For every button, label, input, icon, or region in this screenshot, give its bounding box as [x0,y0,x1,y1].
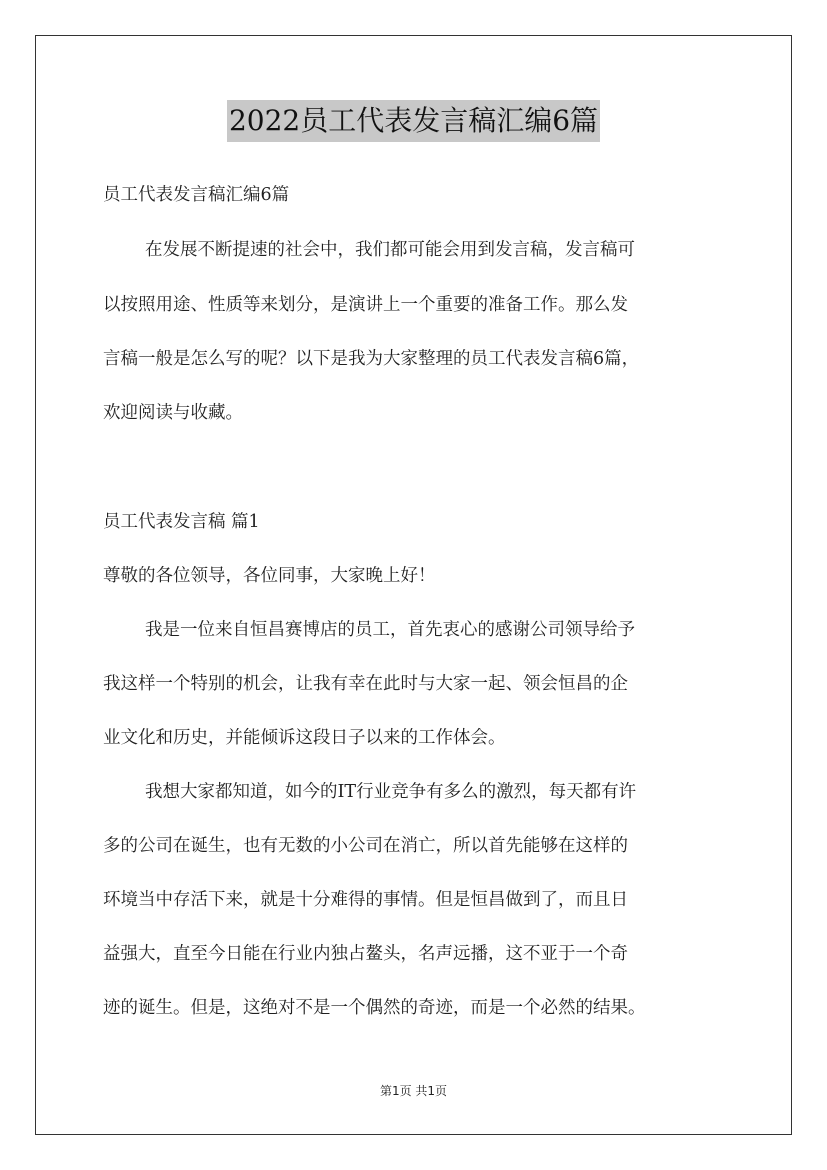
para2-line-4: 益强大，直至今日能在行业内独占鳌头，名声远播，这不亚于一个奇 [103,944,628,964]
section-heading: 员工代表发言稿 篇1 [103,512,260,532]
intro-line-2: 以按照用途、性质等来划分，是演讲上一个重要的准备工作。那么发 [103,295,628,315]
para2-line-3: 环境当中存活下来，就是十分难得的事情。但是恒昌做到了，而且日 [103,890,628,910]
para1-line-1: 我是一位来自恒昌赛博店的员工，首先衷心的感谢公司领导给予 [145,620,635,640]
para2-line-1: 我想大家都知道，如今的IT行业竞争有多么的激烈，每天都有许 [145,782,637,802]
para1-line-3: 业文化和历史，并能倾诉这段日子以来的工作体会。 [103,728,506,748]
para2-line-5: 迹的诞生。但是，这绝对不是一个偶然的奇迹，而是一个必然的结果。 [103,998,646,1018]
greeting: 尊敬的各位领导，各位同事，大家晚上好！ [103,566,436,586]
document-title: 2022员工代表发言稿汇编6篇 [227,100,600,142]
intro-line-1: 在发展不断提速的社会中，我们都可能会用到发言稿，发言稿可 [145,240,635,260]
intro-line-3: 言稿一般是怎么写的呢？以下是我为大家整理的员工代表发言稿6篇， [103,349,640,369]
title-container [0,100,827,142]
para1-line-2: 我这样一个特别的机会，让我有幸在此时与大家一起、领会恒昌的企 [103,674,628,694]
subtitle: 员工代表发言稿汇编6篇 [103,185,290,205]
intro-line-4: 欢迎阅读与收藏。 [103,403,243,423]
para2-line-2: 多的公司在诞生，也有无数的小公司在消亡，所以首先能够在这样的 [103,836,628,856]
page-footer: 第1页 共1页 [379,1084,448,1098]
